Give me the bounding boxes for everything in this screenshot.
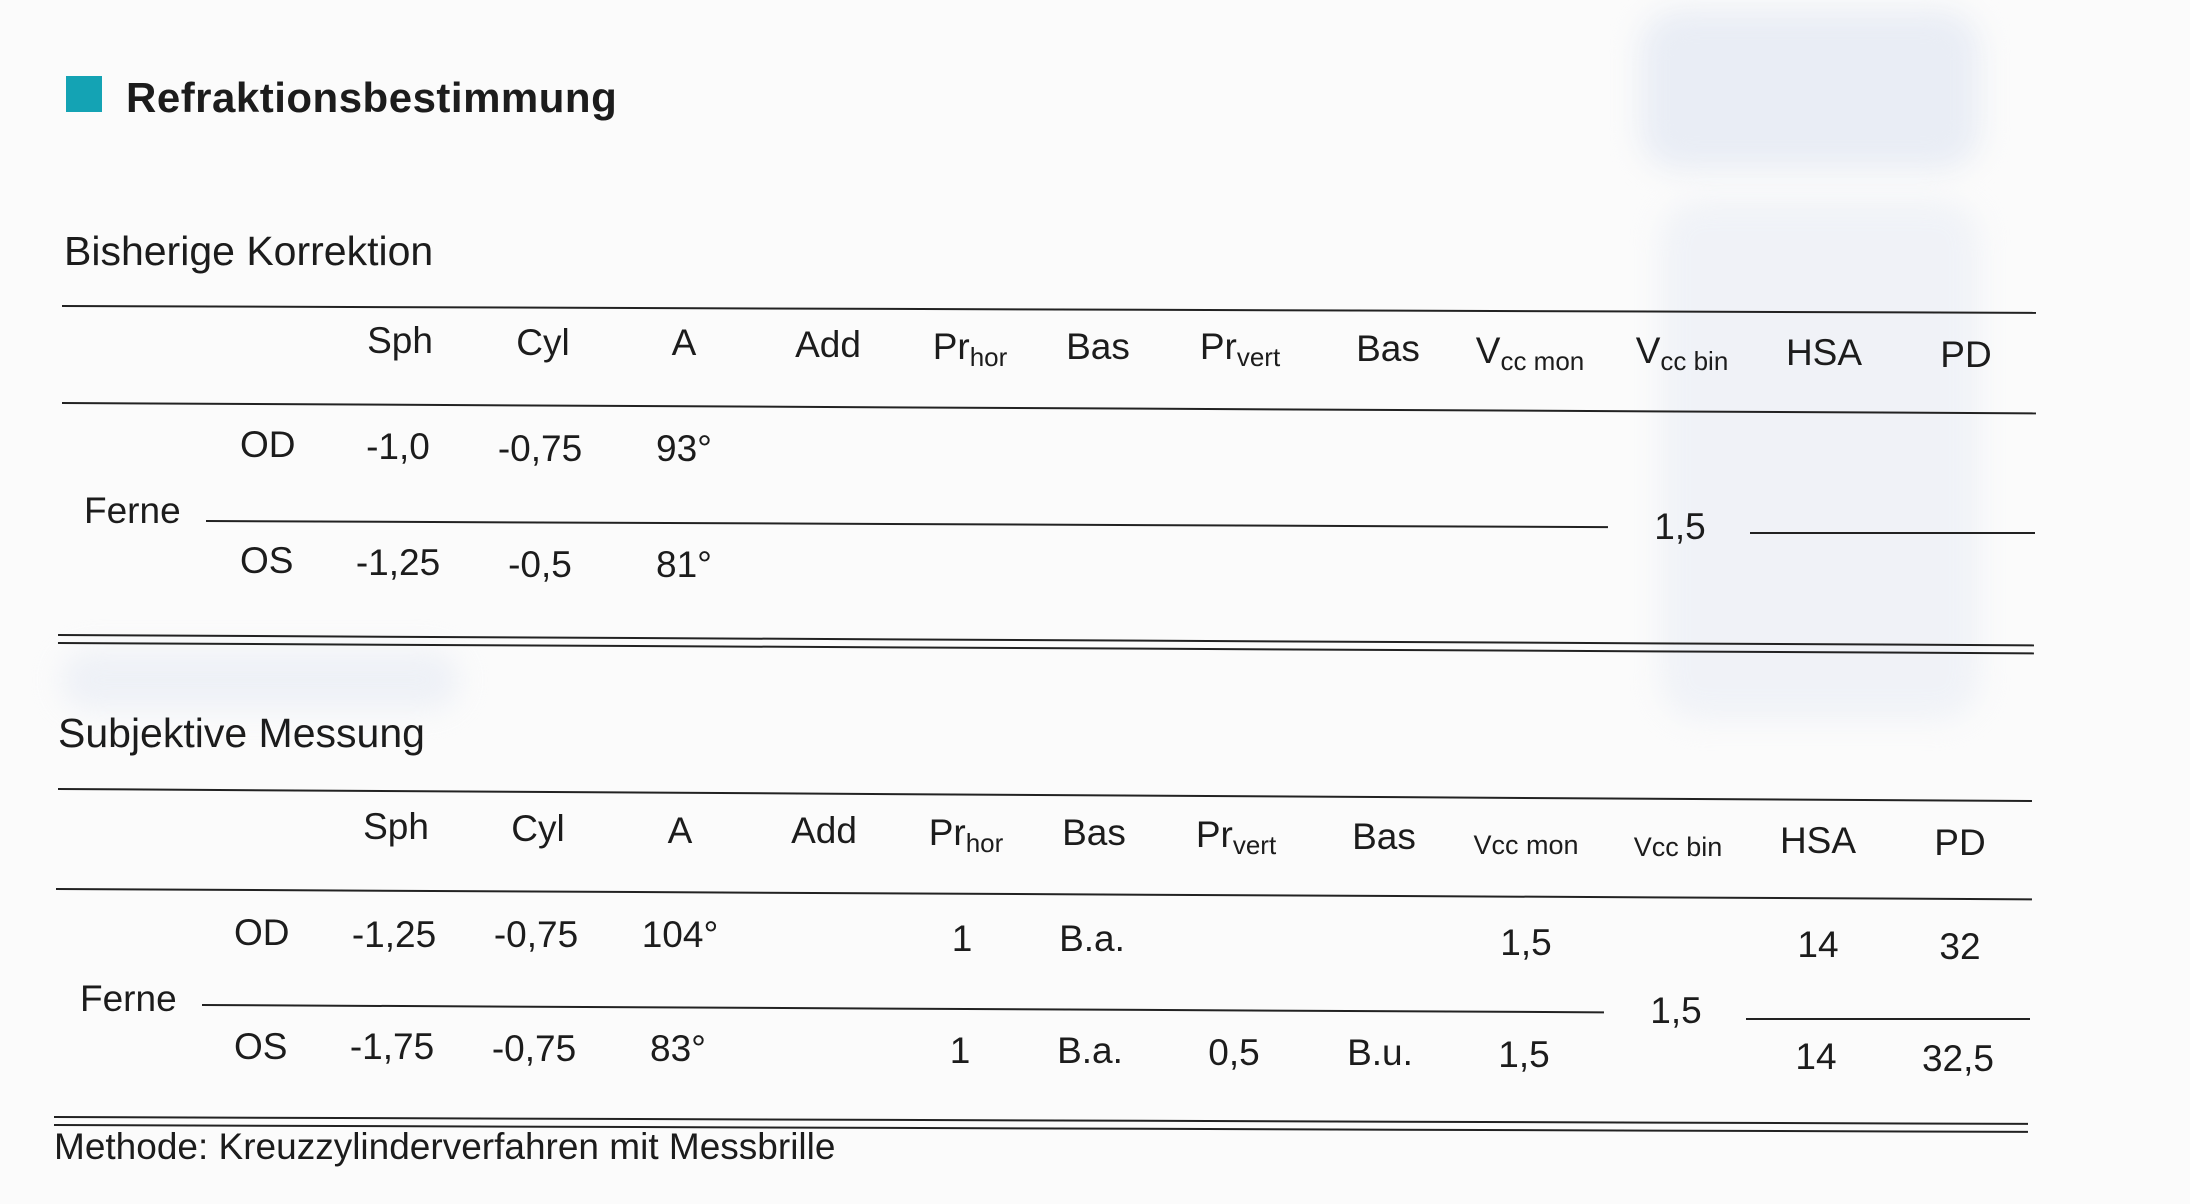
cell-a-os: 83° — [650, 1028, 706, 1069]
cell-pd-od: 32 — [1939, 926, 1981, 967]
cell-prhor-os: 1 — [949, 1030, 971, 1071]
col-header-add: Add — [791, 810, 857, 851]
cell-sph-od: -1,25 — [351, 914, 437, 955]
bleed-through-blob — [1640, 10, 1980, 170]
col-header-prhor-sub: hor — [965, 828, 1004, 858]
col-header-prhor-sub: hor — [969, 342, 1008, 372]
cell-bas2-os: B.u. — [1347, 1032, 1413, 1073]
col-header-add: Add — [795, 324, 861, 365]
col-header-bas-1: Bas — [1066, 326, 1130, 367]
eye-label-od: OD — [240, 424, 296, 465]
col-header-sph: Sph — [363, 806, 429, 847]
eye-divider-rule — [206, 520, 1608, 528]
section-marker-square — [66, 76, 102, 112]
cell-sph-od: -1,0 — [366, 426, 430, 467]
cell-vccbin: 1,5 — [1654, 506, 1706, 547]
cell-a-od: 104° — [641, 914, 719, 955]
col-header-prvert — [1151, 814, 1321, 860]
section-title-subjektive: Subjektive Messung — [58, 710, 425, 756]
table-top-rule — [58, 788, 2032, 802]
cell-bas1-od: B.a. — [1059, 918, 1125, 959]
col-header-cyl: Cyl — [516, 322, 570, 363]
col-header-prvert-main: Pr — [1199, 326, 1237, 367]
section-title-bisherige: Bisherige Korrektion — [64, 228, 434, 274]
header-rule — [56, 888, 2032, 900]
eye-divider-rule-right — [1746, 1018, 2030, 1020]
cell-vccmon-od: 1,5 — [1500, 922, 1552, 963]
eye-label-od: OD — [234, 912, 290, 953]
col-header-vccbin: Vcc bin — [1633, 832, 1723, 862]
col-header-pd: PD — [1940, 334, 1992, 375]
cell-cyl-od: -0,75 — [493, 914, 579, 955]
cell-bas1-os: B.a. — [1057, 1030, 1123, 1071]
col-header-prvert — [1155, 326, 1325, 372]
col-header-vccmon: Vcc mon — [1473, 830, 1579, 860]
col-header-vccbin-sub: cc bin — [1660, 346, 1729, 376]
col-header-prvert-main: Pr — [1195, 814, 1233, 855]
cell-hsa-od: 14 — [1797, 924, 1839, 965]
col-header-pd: PD — [1934, 822, 1986, 863]
col-header-prvert-sub: vert — [1236, 342, 1281, 372]
col-header-sph: Sph — [367, 320, 433, 361]
col-header-prvert-sub: vert — [1232, 830, 1277, 860]
cell-hsa-os: 14 — [1795, 1036, 1837, 1077]
cell-prvert-os: 0,5 — [1208, 1032, 1260, 1073]
col-header-a: A — [671, 322, 697, 363]
bleed-through-blob — [60, 650, 460, 710]
col-header-bas-2: Bas — [1356, 328, 1420, 369]
col-header-bas-1: Bas — [1062, 812, 1126, 853]
eye-divider-rule — [202, 1004, 1604, 1013]
cell-sph-os: -1,75 — [349, 1026, 435, 1067]
row-group-label-ferne: Ferne — [80, 978, 177, 1019]
col-header-bas-2: Bas — [1352, 816, 1416, 857]
col-header-hsa: HSA — [1779, 820, 1857, 861]
row-group-label-ferne: Ferne — [84, 490, 181, 531]
col-header-prhor-main: Pr — [932, 326, 970, 367]
cell-sph-os: -1,25 — [355, 542, 441, 583]
col-header-vccmon-main: V — [1475, 330, 1501, 371]
col-header-vccmon-sub: cc mon — [1500, 346, 1585, 376]
cell-a-od: 93° — [656, 428, 712, 469]
col-header-vccbin-main: V — [1635, 330, 1661, 371]
col-header-hsa: HSA — [1785, 332, 1863, 373]
cell-pd-os: 32,5 — [1921, 1038, 1994, 1079]
cell-cyl-od: -0,75 — [497, 428, 583, 469]
col-header-vccmon — [1445, 330, 1615, 376]
cell-cyl-os: -0,5 — [508, 544, 572, 585]
cell-cyl-os: -0,75 — [491, 1028, 577, 1069]
method-note: Methode: Kreuzzylinderverfahren mit Messbrille — [54, 1126, 836, 1167]
eye-label-os: OS — [234, 1026, 288, 1067]
cell-a-os: 81° — [656, 544, 712, 585]
page-title: Refraktionsbestimmung — [126, 74, 618, 121]
col-header-a: A — [667, 810, 693, 851]
cell-vccbin: 1,5 — [1650, 990, 1702, 1031]
col-header-prhor-main: Pr — [928, 812, 966, 853]
eye-divider-rule-right — [1750, 532, 2035, 534]
cell-vccmon-os: 1,5 — [1498, 1034, 1550, 1075]
col-header-cyl: Cyl — [511, 808, 565, 849]
eye-label-os: OS — [240, 540, 294, 581]
cell-prhor-od: 1 — [951, 918, 973, 959]
